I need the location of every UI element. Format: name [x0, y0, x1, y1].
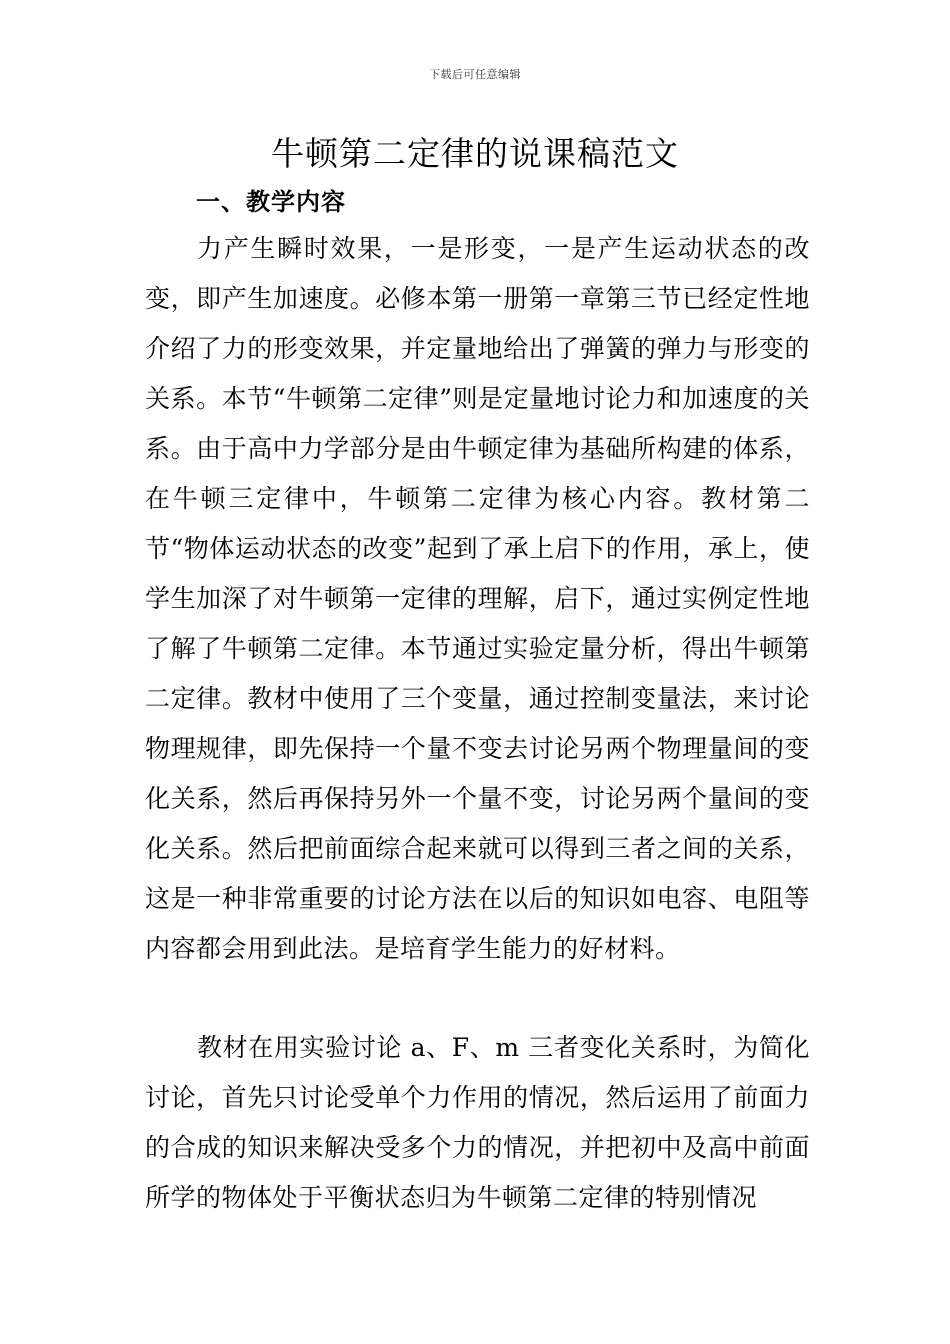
body-paragraph: 力产生瞬时效果，一是形变，一是产生运动状态的改变，即产生加速度。必修本第一册第一章第三节已经定性地介绍了力的形变效果，并定量地给出了弹簧的弹力与形变的关系。本节“牛顿第二定律”则是定量地讨论力和加速度的关系。由于高中力学部分是由牛顿定律为基础所构建的体系，在牛顿三定律中，牛顿第二定律为核心内容。教材第二节“物体运动状态的改变”起到了承上启下的作用，承上，使学生加深了对牛顿第一定律的理解，启下，通过实例定性地了解了牛顿第二定律。本节通过实验定量分析，得出牛顿第二定律。教材中使用了三个变量，通过控制变量法，来讨论物理规律，即先保持一个量不变去讨论另两个物理量间的变化关系，然后再保持另外一个量不变，讨论另两个量间的变化关系。然后把前面综合起来就可以得到三者之间的关系，这是一种非常重要的讨论方法在以后的知识如电容、电阻等内容都会用到此法。是培育学生能力的好材料。 — [145, 234, 810, 963]
section-heading: 一、教学内容 — [196, 187, 346, 216]
header-note: 下载后可任意编辑 — [429, 68, 521, 81]
body-paragraph: 教材在用实验讨论 a、F、m 三者变化关系时，为简化讨论，首先只讨论受单个力作用的情况，然后运用了前面力的合成的知识来解决受多个力的情况，并把初中及高中前面所学的物体处于平衡状态归为牛顿第二定律的特别情况 — [145, 1033, 810, 1212]
document-title: 牛顿第二定律的说课稿范文 — [271, 134, 679, 173]
